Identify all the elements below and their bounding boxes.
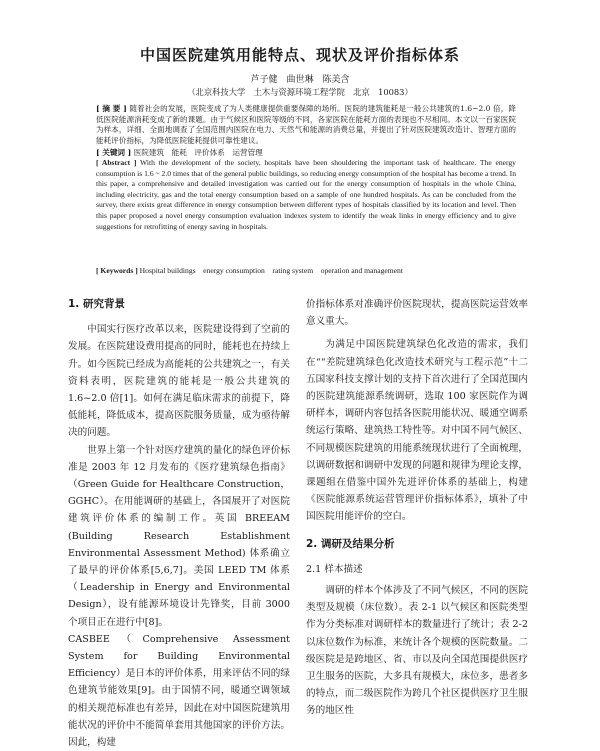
paper-affiliation: （北京科技大学 土木与资源环境工程学院 北京 10083）: [187, 87, 413, 97]
left-column: [68, 296, 290, 751]
section-1-paragraph-1: 中国实行医疗改革以来，医院建设得到了空前的发展。在医院建设费用提高的同时，能耗也在持续上升。如今医院已经成为高能耗的公共建筑之一，有关资料表明，医院建筑的能耗是一般公共建筑的 1.6~2.0 倍[1]。如何在满足临床需求的前提下，降低能耗，降低成本，提高医院服务质量，成为亟待解决的问题。: [68, 324, 290, 439]
paper-title: 中国医院建筑用能特点、现状及评价指标体系: [139, 46, 460, 64]
abstract-zh: [96, 104, 516, 146]
abstract-zh-text: 随着社会的发展，医院变成了为人类健康提供重要保障的场所。医院的建筑能耗是一般公共建筑的1.6~2.0 倍，降低医院能源消耗变成了新的课题。由于气候区和医院等级的不同，各家医院在能耗方面的表现也不尽相同。本文以一百家医院为样本，详细、全面地调查了全国范围内医院在电力、天然气和能源的消费总量，并提出了针对医院建筑改造计、智理方面的能耗评价指标，为降低医院能耗提供可靠性建议。: [96, 104, 516, 145]
keywords-en-label: [ Keywords ]: [96, 266, 138, 275]
section-1-paragraph-2: 世界上第一个针对医疗建筑的量化的绿色评价标准是 2003 年 12 月发布的《医疗建筑绿色指南》（Green Guide for Healthcare Construction，GGHC）。在用能调研的基础上，各国展开了对医院建筑评价体系的编制工作。英国 BREEAM (Building Research Establishment Environmental Assessment Method) 体系确立了最早的评价体系[5,6,7]。美国 LEED TM 体系（Leadership in Energy and Environmental Design），设有能源环境设计先锋奖，目前 3000 个项目正在进行中[8]。: [68, 444, 290, 628]
keywords-zh: [96, 147, 516, 158]
keywords-en-text: Hospital buildings energy consumption rating system operation and management: [139, 266, 403, 275]
abstract-en-label: [ Abstract ]: [96, 158, 137, 167]
section-2-heading: 2. 调研及结果分析: [306, 537, 395, 550]
section-1-paragraph-3: CASBEE（Comprehensive Assessment System for Building Environmental Efficiency）是日本的评价体系，用来评估不同的绿色建筑节能效果[9]。由于国情不同，暖通空调领域的相关规范标准也有差异，因此在对中国医院建筑用能状况的评价中不能简单套用其他国家的评价方法。因此，构建: [68, 633, 290, 749]
keywords-en: [96, 265, 516, 276]
abstract-en: [96, 158, 516, 232]
section-1-paragraph-4: 价指标体系对准确评价医院现状，提高医院运营效率意义重大。: [306, 299, 528, 328]
section-2-1-heading: 2.1 样本描述: [306, 563, 363, 575]
right-column: [306, 296, 528, 720]
abstract-en-text: With the development of the society, hospitals have been shouldering the important task of healthcare. The energy consumption is 1.6 ~ 2.0 times that of the general public buildings, so reducing energy consumption of the hospital has become a trend. In this paper, a comprehensive and detailed investigation was carried out for the energy consumption of hospitals in the whole China, including electricity, gas and the total energy consumption based on a sample of one hundred hospitals. As can be concluded from the survey, there exists great difference in energy consumption between different types of hospitals classified by its location and level. Then this paper proposed a novel energy consumption evaluation indexes system to identify the weak links in energy efficiency and to give suggestions for retrofitting of energy saving in hospitals.: [96, 158, 516, 231]
section-1-heading: 1. 研究背景: [68, 298, 125, 310]
keywords-zh-text: 医院建筑 能耗 评价体系 运营管理: [133, 148, 263, 157]
keywords-zh-label: [ 关键词 ]: [96, 148, 132, 157]
section-2-1-paragraph-1: 调研的样本个体涉及了不同气候区，不同的医院类型及规模（床位数）。表 2-1 以气候区和医院类型作为分类标准对调研样本的数量进行了统计；表 2-2 以床位数作为标准，来统计各个规模的医院数量。二级医院是是跨地区、省、市以及向全国范围提供医疗卫生服务的医院，大多具有规模大，床位多，患者多的特点，而二级医院作为跨几个社区提供医疗卫生服务的地区性: [306, 585, 528, 717]
section-1-paragraph-5: 为满足中国医院建筑绿色化改造的需求，我们在““差院建筑绿色化改造技术研究与工程示范”十二五国家科技支撑计划的支持下首次进行了全国范围内的医院建筑能源系统调研，选取 100 家医院作为调研样本，调研内容包括各医院用能状况、暖通空调系统运行策略、建筑热工特性等。对中国不同气候区、不同规模医院建筑的用能系统现状进行了全面梳理，以调研数据和调研中发现的问题和规律为理论支撑，课题组在借鉴中国外先进评价体系的基础上，构建《医院能源系统运营管理评价指标体系》，填补了中国医院用能评价的空白。: [306, 339, 528, 523]
abstract-zh-label: [ 摘 要 ]: [96, 104, 127, 113]
paper-authors: 芦子健 曲世琳 陈美含: [250, 75, 350, 85]
